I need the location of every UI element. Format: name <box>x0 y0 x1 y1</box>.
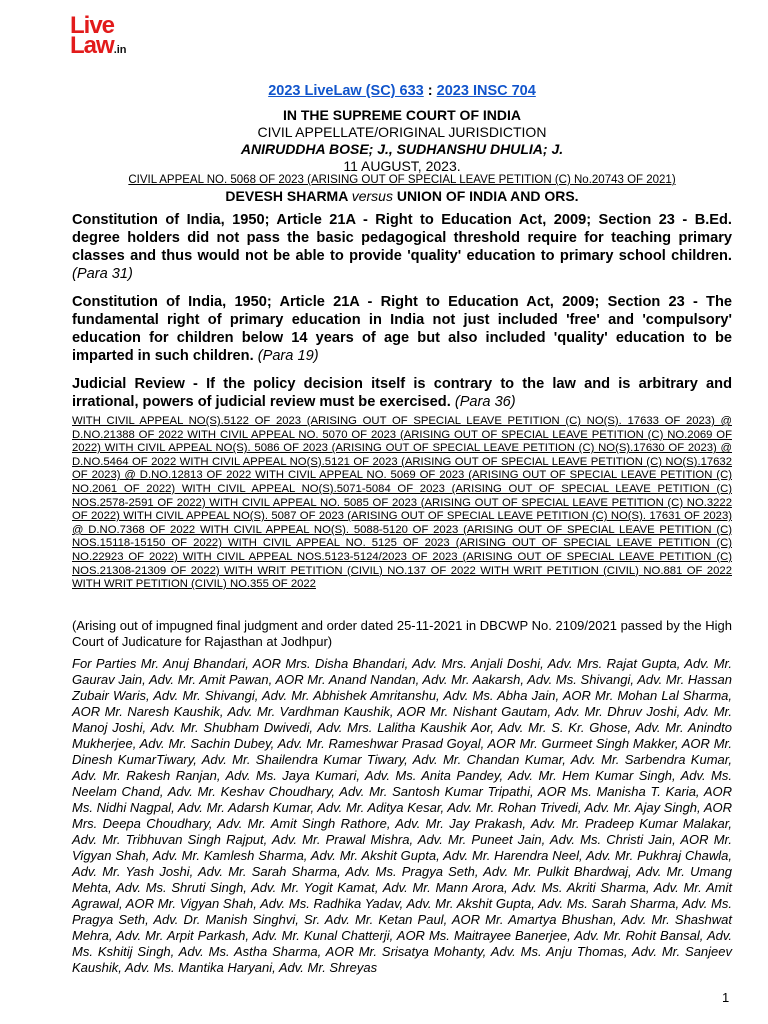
arising-out-of: (Arising out of impugned final judgment and order dated 25-11-2021 in DBCWP No. 2109/2021 passed by the High Court of Judicature for Rajasthan at Jodhpur) <box>72 618 732 649</box>
page-number: 1 <box>722 990 730 1005</box>
judges: ANIRUDDHA BOSE; J., SUDHANSHU DHULIA; J. <box>240 141 564 157</box>
respondent: UNION OF INDIA AND ORS. <box>396 188 579 204</box>
headnote-para: (Para 19) <box>257 348 319 364</box>
versus-text: versus <box>351 188 393 204</box>
citation-insc-link[interactable]: 2023 INSC 704 <box>436 83 536 99</box>
logo-line-live: Live <box>70 12 115 39</box>
headnote <box>72 293 732 365</box>
livelaw-logo <box>70 14 194 58</box>
citation-livelaw-link[interactable]: 2023 LiveLaw (SC) 633 <box>268 83 424 99</box>
parties <box>72 188 732 204</box>
judgment-date: 11 AUGUST, 2023. <box>343 158 461 174</box>
headnote <box>72 375 732 411</box>
for-parties: For Parties Mr. Anuj Bhandari, AOR Mrs. Disha Bhandari, Adv. Mrs. Anjali Doshi, Adv. Mrs. Rajat Gupta, Adv. Mr. Gaurav Jain, Adv. Mr. Amit Pawan, AOR Mr. Anand Nandan, Adv. Mr. Aakarsh, Adv. Ms. Shivangi, Adv. Mr. Hassan Zubair Waris, Adv. Mr. Shivangi, Adv. Mr. Abhishek Amritanshu, Adv. Ms. Abha Jain, AOR Mr. Mohan Lal Sharma, AOR Mr. Naresh Kaushik, Adv. Mr. Vardhman Kaushik, AOR Mr. Nishant Gautam, Adv. Mr. Dhruv Joshi, Adv. Mr. Manoj Joshi, Adv. Mr. Shubham Dwivedi, Adv. Mrs. Lalitha Kaushik Aor, Adv. Mr. S. Kr. Ghose, Adv. Mr. Anindto Mukherjee, Adv. Mr. Sachin Dubey, Adv. Mr. Rameshwar Prasad Goyal, AOR Mr. Gurmeet Singh Makker, AOR Mr. Dinesh KumarTiwary, Adv. Mr. Shailendra Kumar Tiwary, Adv. Mr. Chandan Kumar, Adv. Mr. Sarbendra Kumar, Adv. Mr. Rakesh Ranjan, Adv. Ms. Jaya Kumari, Adv. Ms. Anita Pandey, Adv. Mr. Hem Kumar Singh, Adv. Ms. Neelam Chand, Adv. Mr. Keshav Choudhary, Adv. Mr. Santosh Kumar Tripathi, AOR Ms. Manisha T. Karia, AOR Ms. Nidhi Nagpal, Adv. Mr. Adarsh Kumar, Adv. Mr. Aditya Kesar, Adv. Mr. Rohan Trivedi, Adv. Mr. Ajay Singh, AOR Mrs. Deepa Choudhary, Adv. Mr. Amit Singh Rathore, Adv. Mr. Jay Prakash, Adv. Mr. Pradeep Kumar Malakar, Adv. Mr. Tribhuvan Singh Rajput, Adv. Mr. Prawal Mishra, Adv. Mr. Puneet Jain, Adv. Ms. Christi Jain, AOR Mr. Vigyan Shah, Adv. Mr. Kamlesh Sharma, Adv. Mr. Akshit Gupta, Adv. Mr. Harendra Neel, Adv. Mr. Pukhraj Chawla, Adv. Mr. Yash Joshi, Adv. Mr. Sarah Sharma, Adv. Ms. Pragya Seth, Adv. Mr. Pulkit Bhardwaj, Adv. Mr. Umang Mehta, Adv. Ms. Shruti Singh, Adv. Mr. Yogit Kamat, Adv. Mr. Mann Arora, Adv. Ms. Akriti Sharma, Adv. Mr. Amit Agrawal, AOR Mr. Vigyan Shah, Adv. Ms. Radhika Yadav, Adv. Mr. Akshit Gupta, Adv. Ms. Sarah Sharma, Adv. Ms. Pragya Seth, Adv. Dr. Manish Singhvi, Sr. Adv. Mr. Ketan Paul, AOR Mr. Amartya Bhushan, Adv. Mr. Shashwat Mehra, Adv. Mr. Arpit Parkash, Adv. Mr. Kunal Chatterji, AOR Ms. Maitrayee Banerjee, Adv. Mr. Rohit Bansal, Adv. Ms. Kshitij Singh, Adv. Ms. Astha Sharma, AOR Mr. Srisatya Mohanty, Adv. Ms. Anju Thomas, Adv. Mr. Sanjeev Kaushik, Adv. Ms. Mantika Haryani, Adv. Mr. Shreyas <box>72 656 732 975</box>
headnote-para: (Para 31) <box>72 266 133 282</box>
citation-line <box>72 83 732 99</box>
petitioner: DEVESH SHARMA <box>225 188 348 204</box>
headnote-text: Constitution of India, 1950; Article 21A - Right to Education Act, 2009; Section 23 - The fundamental right of primary education in India not just included 'free' and 'compulsory' education for children below 14 years of age but also included 'quality' education to be imparted in such children. <box>72 294 732 364</box>
headnote-text: Judicial Review - If the policy decision itself is contrary to the law and is arbitrary and irrational, powers of judicial review must be exercised. <box>72 376 732 410</box>
connected-cases: WITH CIVIL APPEAL NO(S).5122 OF 2023 (ARISING OUT OF SPECIAL LEAVE PETITION (C) NO(S). 17633 OF 2023) @ D.NO.21388 OF 2022 WITH CIVIL APPEAL NO. 5070 OF 2023 (ARISING OUT OF SPECIAL LEAVE PETITION (C) NO.2069 OF 2022) WITH CIVIL APPEAL NO(S). 5086 OF 2023 (ARISING OUT OF SPECIAL LEAVE PETITION (C) NO(S).17630 OF 2023) @ D.NO.5464 OF 2022 WITH CIVIL APPEAL NO(S).5121 OF 2023 (ARISING OUT OF SPECIAL LEAVE PETITION (C) NO(S).17632 OF 2023) @ D.NO.12813 OF 2022 WITH CIVIL APPEAL NO. 5069 OF 2023 (ARISING OUT OF SPECIAL LEAVE PETITION (C) NO.2061 OF 2022) WITH CIVIL APPEAL NO(S).5071-5084 OF 2023 (ARISING OUT OF SPECIAL LEAVE PETITION (C) NOS.2578-2591 OF 2022) WITH CIVIL APPEAL NO. 5085 OF 2023 (ARISING OUT OF SPECIAL LEAVE PETITION (C) NO.3222 OF 2022) WITH CIVIL APPEAL NO(S). 5087 OF 2023 (ARISING OUT OF SPECIAL LEAVE PETITION (C) NO(S). 17631 OF 2023) @ D.NO.7368 OF 2022 WITH CIVIL APPEAL NO(S). 5088-5120 OF 2023 (ARISING OUT OF SPECIAL LEAVE PETITION (C) NOS.15118-15150 OF 2022) WITH CIVIL APPEAL NO. 5125 OF 2023 (ARISING OUT OF SPECIAL LEAVE PETITION (C) NO.22923 OF 2022) WITH CIVIL APPEAL NOS.5123-5124/2023 OF 2023 (ARISING OUT OF SPECIAL LEAVE PETITION (C) NOS.21308-21309 OF 2022) WITH WRIT PETITION (CIVIL) NO.137 OF 2022 WITH WRIT PETITION (CIVIL) NO.881 OF 2022 WITH WRIT PETITION (CIVIL) NO.355 OF 2022 <box>72 415 732 591</box>
headnote <box>72 211 732 283</box>
logo-line-law: Law.in <box>70 32 127 59</box>
headnote-text: Constitution of India, 1950; Article 21A - Right to Education Act, 2009; Section 23 - B.Ed. degree holders did not pass the basic pedagogical threshold require for teaching primary classes and thus would not be able to provide 'quality' education to primary school children. <box>72 212 732 264</box>
citation-separator: : <box>427 83 433 99</box>
case-number: CIVIL APPEAL NO. 5068 OF 2023 (ARISING OUT OF SPECIAL LEAVE PETITION (C) No.20743 OF 2021) <box>128 174 676 186</box>
jurisdiction: CIVIL APPELLATE/ORIGINAL JURISDICTION <box>257 124 547 140</box>
court-name: IN THE SUPREME COURT OF INDIA <box>282 107 521 123</box>
headnote-para: (Para 36) <box>454 394 516 410</box>
